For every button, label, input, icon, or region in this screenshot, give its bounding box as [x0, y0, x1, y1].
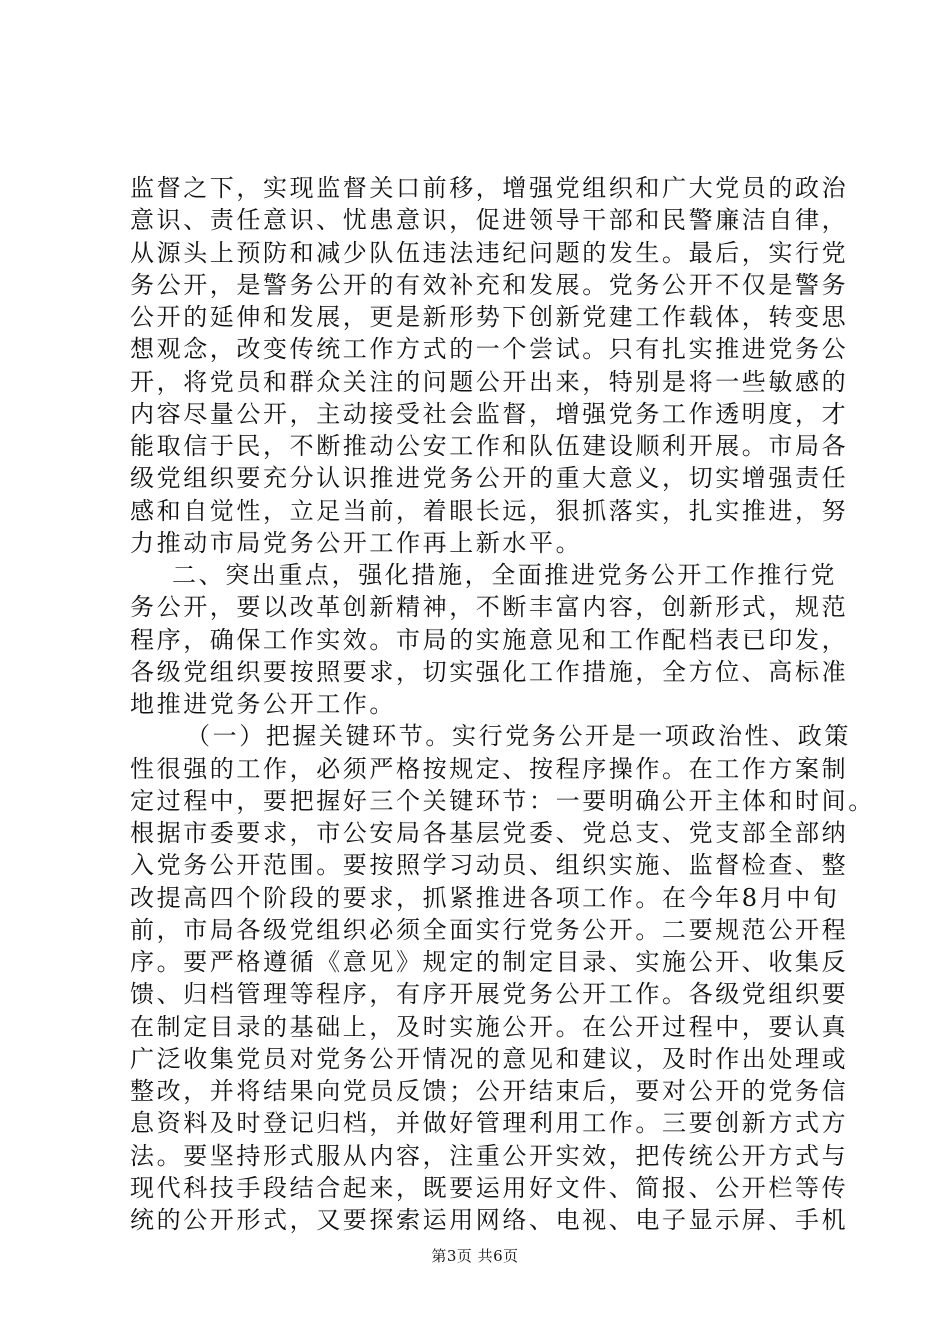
text-line: 公开的延伸和发展，更是新形势下创新党建工作载体，转变思: [130, 303, 849, 331]
text-line: 意识、责任意识、忧患意识，促进领导干部和民警廉洁自律，: [130, 206, 849, 235]
text-line: 务公开，是警务公开的有效补充和发展。党务公开不仅是警务: [130, 270, 849, 299]
text-line: 力推动市局党务公开工作再上新水平。: [130, 528, 583, 557]
text-line: 法。要坚持形式服从内容，注重公开实效，把传统公开方式与: [130, 1141, 849, 1170]
page-number-footer: 第3页 共6页: [431, 1247, 519, 1265]
text-line: 前，市局各级党组织必须全面实行党务公开。二要规范公开程: [130, 915, 849, 944]
text-line: 各级党组织要按照要求，切实强化工作措施，全方位、高标准: [130, 657, 849, 686]
text-line: 性很强的工作，必须严格按规定、按程序操作。在工作方案制: [130, 754, 849, 783]
text-line: 改提高四个阶段的要求，抓紧推进各项工作。在今年8月中旬: [130, 883, 840, 912]
text-line: 馈、归档管理等程序，有序开展党务公开工作。各级党组织要: [130, 980, 849, 1009]
text-line: 整改，并将结果向党员反馈；公开结束后，要对公开的党务信: [130, 1077, 849, 1105]
text-line: 息资料及时登记归档，并做好管理利用工作。三要创新方式方: [130, 1109, 849, 1138]
text-line: 入党务公开范围。要按照学习动员、组织实施、监督检查、整: [130, 851, 849, 880]
text-line: 地推进党务公开工作。: [130, 690, 396, 718]
text-line: 感和自觉性，立足当前，着眼长远，狠抓落实，扎实推进，努: [130, 496, 849, 525]
text-line: 定过程中，要把握好三个关键环节：一要明确公开主体和时间。: [130, 786, 875, 815]
text-line: 能取信于民，不断推动公安工作和队伍建设顺利开展。市局各: [130, 432, 849, 460]
text-line: 序。要严格遵循《意见》规定的制定目录、实施公开、收集反: [130, 948, 849, 976]
text-line: 从源头上预防和减少队伍违法违纪问题的发生。最后，实行党: [130, 238, 849, 267]
text-line: 根据市委要求，市公安局各基层党委、党总支、党支部全部纳: [130, 819, 849, 847]
text-line: 统的公开形式，又要探索运用网络、电视、电子显示屏、手机: [130, 1206, 849, 1234]
text-line: 级党组织要充分认识推进党务公开的重大意义，切实增强责任: [130, 464, 849, 493]
document-body: [130, 172, 875, 1236]
text-line: 想观念，改变传统工作方式的一个尝试。只有扎实推进党务公: [130, 335, 849, 364]
text-line: 务公开，要以改革创新精神，不断丰富内容，创新形式，规范: [130, 593, 849, 622]
text-line: 开，将党员和群众关注的问题公开出来，特别是将一些敏感的: [130, 367, 849, 396]
subsection-heading-line: （一）把握关键环节。实行党务公开是一项政治性、政策: [186, 722, 851, 751]
section-heading-line: 二、突出重点，强化措施，全面推进党务公开工作推行党: [172, 561, 837, 589]
text-line: 内容尽量公开，主动接受社会监督，增强党务工作透明度，才: [130, 399, 849, 428]
text-line: 现代科技手段结合起来，既要运用好文件、简报、公开栏等传: [130, 1173, 849, 1202]
text-line: 程序，确保工作实效。市局的实施意见和工作配档表已印发，: [130, 625, 849, 654]
text-line: 广泛收集党员对党务公开情况的意见和建议，及时作出处理或: [130, 1044, 849, 1073]
text-line: 监督之下，实现监督关口前移，增强党组织和广大党员的政治: [130, 174, 849, 202]
text-line: 在制定目录的基础上，及时实施公开。在公开过程中，要认真: [130, 1012, 849, 1041]
